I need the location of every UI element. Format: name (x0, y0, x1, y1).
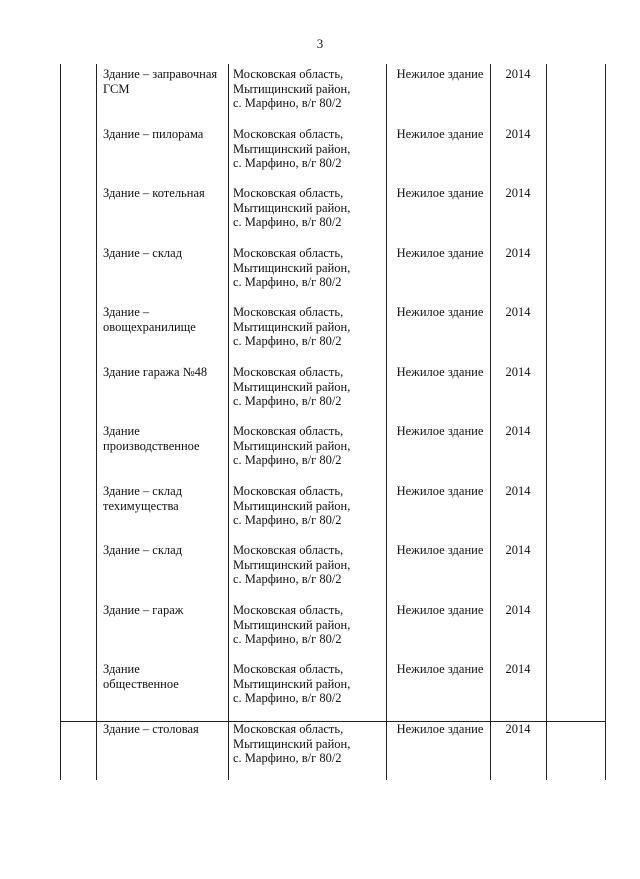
cell-building-name: Здание производственное (103, 424, 200, 453)
cell-address: Московская область, Мытищинский район, с. Марфино, в/г 80/2 (233, 127, 351, 170)
cell-building-name: Здание – котельная (103, 186, 205, 200)
cell-address: Московская область, Мытищинский район, с. Марфино, в/г 80/2 (233, 543, 351, 586)
column-divider-5 (546, 64, 547, 780)
cell-building-name: Здание гаража №48 (103, 365, 208, 379)
column-divider-3 (386, 64, 387, 780)
cell-year: 2014 (505, 246, 531, 260)
page-number: 3 (316, 36, 324, 51)
cell-address: Московская область, Мытищинский район, с. Марфино, в/г 80/2 (233, 186, 351, 229)
cell-address: Московская область, Мытищинский район, с. Марфино, в/г 80/2 (233, 722, 351, 765)
cell-address: Московская область, Мытищинский район, с. Марфино, в/г 80/2 (233, 662, 351, 705)
column-divider-4 (490, 64, 491, 780)
cell-building-name: Здание – заправочная ГСМ (103, 67, 218, 96)
cell-property-type: Нежилое здание (396, 67, 484, 81)
cell-year: 2014 (505, 305, 531, 319)
cell-building-name: Здание – склад техимущества (103, 484, 183, 513)
cell-address: Московская область, Мытищинский район, с. Марфино, в/г 80/2 (233, 246, 351, 289)
cell-year: 2014 (505, 67, 531, 81)
cell-property-type: Нежилое здание (396, 127, 484, 141)
cell-building-name: Здание – склад (103, 246, 183, 260)
cell-year: 2014 (505, 365, 531, 379)
cell-property-type: Нежилое здание (396, 246, 484, 260)
cell-address: Московская область, Мытищинский район, с. Марфино, в/г 80/2 (233, 305, 351, 348)
cell-building-name: Здание – гараж (103, 603, 184, 617)
cell-building-name: Здание – склад (103, 543, 183, 557)
cell-year: 2014 (505, 186, 531, 200)
cell-address: Московская область, Мытищинский район, с. Марфино, в/г 80/2 (233, 424, 351, 467)
cell-year: 2014 (505, 722, 531, 736)
cell-property-type: Нежилое здание (396, 365, 484, 379)
table-border-left (60, 64, 61, 780)
cell-property-type: Нежилое здание (396, 484, 484, 498)
cell-property-type: Нежилое здание (396, 603, 484, 617)
cell-property-type: Нежилое здание (396, 722, 484, 736)
column-divider-1 (96, 64, 97, 780)
cell-year: 2014 (505, 603, 531, 617)
cell-year: 2014 (505, 127, 531, 141)
cell-address: Московская область, Мытищинский район, с. Марфино, в/г 80/2 (233, 67, 351, 110)
cell-building-name: Здание общественное (103, 662, 179, 691)
cell-year: 2014 (505, 662, 531, 676)
cell-year: 2014 (505, 424, 531, 438)
cell-property-type: Нежилое здание (396, 424, 484, 438)
cell-year: 2014 (505, 543, 531, 557)
cell-address: Московская область, Мытищинский район, с. Марфино, в/г 80/2 (233, 365, 351, 408)
table-border-right (605, 64, 606, 780)
cell-building-name: Здание – столовая (103, 722, 199, 736)
cell-property-type: Нежилое здание (396, 662, 484, 676)
cell-address: Московская область, Мытищинский район, с. Марфино, в/г 80/2 (233, 484, 351, 527)
cell-property-type: Нежилое здание (396, 305, 484, 319)
cell-year: 2014 (505, 484, 531, 498)
cell-building-name: Здание – овощехранилище (103, 305, 196, 334)
cell-property-type: Нежилое здание (396, 186, 484, 200)
cell-property-type: Нежилое здание (396, 543, 484, 557)
cell-address: Московская область, Мытищинский район, с. Марфино, в/г 80/2 (233, 603, 351, 646)
cell-building-name: Здание – пилорама (103, 127, 204, 141)
column-divider-2 (228, 64, 229, 780)
